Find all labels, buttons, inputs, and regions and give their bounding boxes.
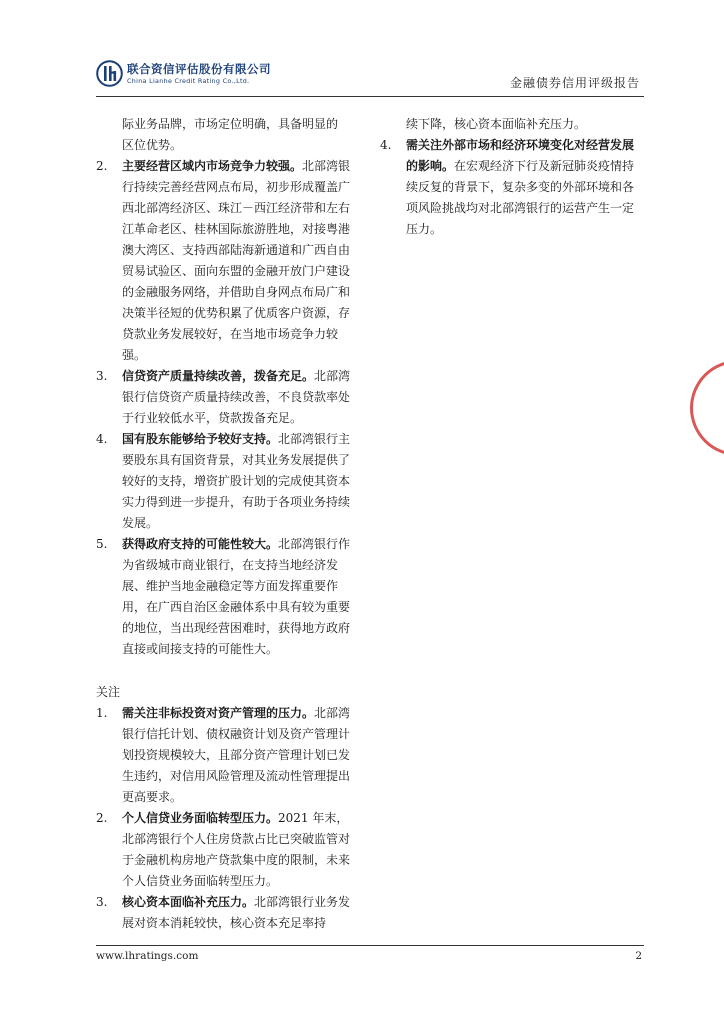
strength-item-2: [96, 156, 360, 366]
concerns-section-label: 关注: [96, 685, 121, 699]
item-number: 2.: [96, 811, 108, 825]
item-number: 3.: [96, 369, 108, 383]
concern-item-1: [96, 703, 360, 808]
item-number: 4.: [380, 138, 392, 152]
lead-continuation-line-2: 区位优势。: [122, 138, 183, 152]
concern-item-2: [96, 808, 360, 892]
item-number: 1.: [96, 706, 108, 720]
item-heading: 需关注非标投资对资产管理的压力。: [122, 706, 315, 720]
seal-stamp-icon: [690, 360, 724, 456]
item-number: 3.: [96, 895, 108, 909]
lead-continuation-line-1: 际业务品牌，市场定位明确，具备明显的: [122, 117, 339, 131]
item-body: 2021 年末，北部湾银行个人住房贷款占比已突破监管对于金融机构房地产贷款集中度的限制，未来个人信贷业务面临转型压力。: [122, 811, 351, 888]
strength-item-4: [96, 429, 360, 534]
footer-divider: [96, 945, 644, 946]
item-body: 北部湾银行持续完善经营网点布局，初步形成覆盖广西北部湾经济区、珠江－西江经济带和左右江革命老区、桂林国际旅游胜地，对接粤港澳大湾区、支持西部陆海新通道和广西自由贸易试验区、面向东盟的金融开放门户建设的金融服务网络，并借助自身网点布局广和决策半径短的优势积累了优质客户资源，存贷款业务发展较好，在当地市场竞争力较强。: [122, 159, 351, 362]
left-column: [96, 114, 360, 934]
right-column: [380, 114, 644, 240]
page-number: 2: [635, 950, 642, 962]
concern-3-continuation: 续下降，核心资本面临补充压力。: [406, 117, 587, 131]
concern-item-3: [96, 892, 360, 934]
item-heading: 国有股东能够给予较好支持。: [122, 432, 279, 446]
strength-item-5: [96, 534, 360, 660]
report-title: 金融债券信用评级报告: [509, 76, 640, 90]
item-heading: 主要经营区域内市场竞争力较强。: [122, 159, 303, 173]
footer-url: www.lhratings.com: [96, 950, 199, 962]
item-number: 5.: [96, 537, 108, 551]
header-divider: [96, 96, 644, 97]
strength-item-3: [96, 366, 360, 429]
item-body: 北部湾银行主要股东具有国资背景，对其业务发展提供了较好的支持，增资扩股计划的完成使其资本实力得到进一步提升，有助于各项业务持续发展。: [122, 432, 351, 530]
item-body: 北部湾银行信托计划、债权融资计划及资产管理计划投资规模较大，且部分资产管理计划已发生违约，对信用风险管理及流动性管理提出更高要求。: [122, 706, 351, 804]
item-body: 北部湾银行作为省级城市商业银行，在支持当地经济发展、维护当地金融稳定等方面发挥重要作用，在广西自治区金融体系中具有较为重要的地位，当出现经营困难时，获得地方政府直接或间接支持的可能性大。: [122, 537, 351, 656]
item-heading: 个人信贷业务面临转型压力。: [122, 811, 279, 825]
item-heading: 获得政府支持的可能性较大。: [122, 537, 279, 551]
company-name-en: China Lianhe Credit Rating Co.,Ltd.: [127, 77, 250, 85]
concern-item-4: [380, 135, 644, 240]
item-number: 4.: [96, 432, 108, 446]
item-heading: 需关注外部市场和经济环境变化对经营发展的影响。: [406, 138, 635, 173]
page-header: [96, 58, 644, 96]
item-number: 2.: [96, 159, 108, 173]
item-heading: 信贷资产质量持续改善，拨备充足。: [122, 369, 315, 383]
lianhe-logo-icon: [96, 60, 123, 87]
company-name-cn: 联合资信评估股份有限公司: [127, 62, 271, 76]
item-body: 在宏观经济下行及新冠肺炎疫情持续反复的背景下，复杂多变的外部环境和各项风险挑战均对北部湾银行的运营产生一定压力。: [406, 159, 635, 236]
item-body: 北部湾银行信贷资产质量持续改善，不良贷款率处于行业较低水平，贷款拨备充足。: [122, 369, 351, 425]
item-heading: 核心资本面临补充压力。: [122, 895, 255, 909]
item-body: 北部湾银行业务发展对资本消耗较快，核心资本充足率持: [122, 895, 351, 930]
